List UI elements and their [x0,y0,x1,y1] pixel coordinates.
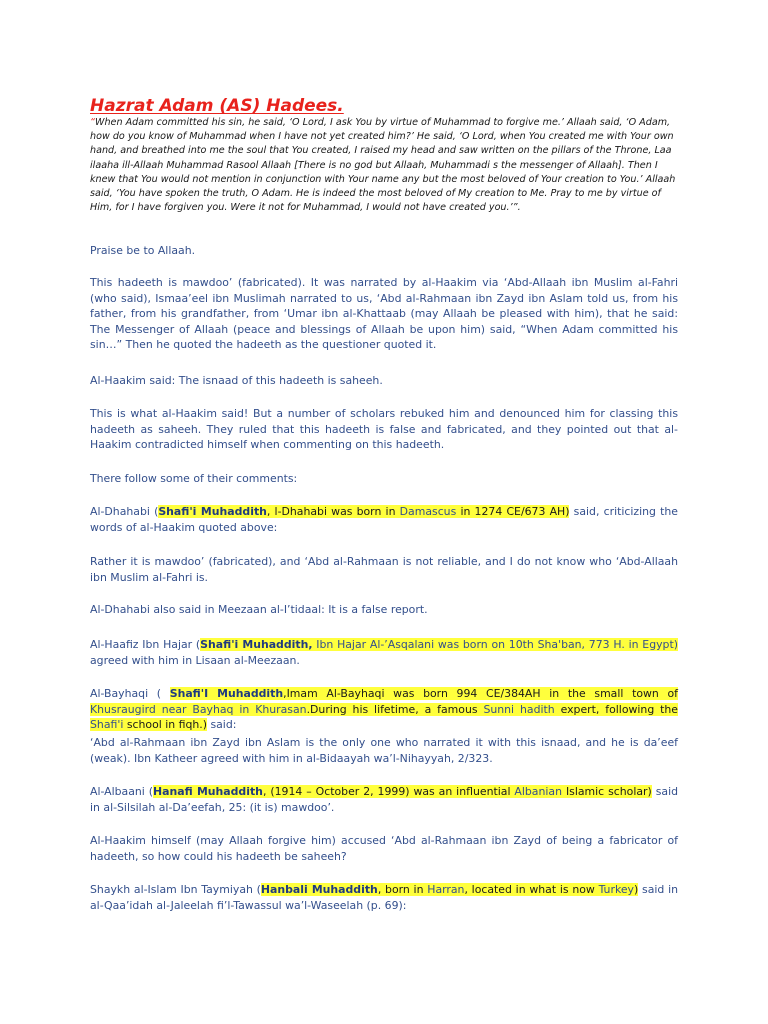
bayhaqi-h5: Sunni hadith [483,702,555,716]
albaani-h3: Islamic scholar) [562,785,652,798]
hajar-school: Shafi'i Muhaddith, [200,638,313,651]
quote-mark: “ [90,117,95,128]
dhahabi-pre: Al-Dhahabi ( [90,505,159,518]
document-title: Hazrat Adam (AS) Hadees. [90,96,344,116]
bayhaqi-h7: Shafi'i [90,718,124,732]
bayhaqi-h1: ,Imam Al-Bayhaqi was born 994 CE/384AH in the small town of [283,687,678,700]
dhahabi-school: Shafi'i Muhaddith [158,505,267,518]
paragraph-praise: Praise be to Allaah. [90,244,196,257]
taymiyah-h5: ) [634,883,639,896]
albaani-highlight [153,785,652,798]
hajar-pre: Al-Haafiz Ibn Hajar ( [90,638,201,651]
taymiyah-highlight [261,883,638,896]
hadith-quote [90,116,678,215]
taymiyah-h4: Turkey [598,883,635,896]
taymiyah-pre: Shaykh al-Islam Ibn Taymiyah ( [90,883,261,896]
albaani-school: Hanafi Muhaddith [153,785,263,798]
paragraph-hajar [90,637,678,668]
paragraph-mawdoo: This hadeeth is mawdoo’ (fabricated). It was narrated by al-Haakim via ‘Abd-Allaah ibn Muslim al-Fahri (who said), Ismaa’eel ibn Muslimah narrated to us, ‘Abd al-Rahmaan ibn Zayd ibn Aslam told us, from his father, from his grandfather, from ‘Umar ibn al-Khattaab (may Allaah be pleased with him), that he said: The Messenger of Allaah (peace and blessings of Allaah be upon him) said, “When Adam committed his sin…” Then he quoted the hadeeth as the questioner quoted it. [90,276,678,352]
taymiyah-h3: , located in what is now [464,883,599,896]
paragraph-rebuked: This is what al-Haakim said! But a number of scholars rebuked him and denounced him for classing this hadeeth as saheeh. They ruled that this hadeeth is false and fabricated, and they pointed out that al-Haakim contradicted himself when commenting on this hadeeth. [90,407,678,452]
albaani-pre: Al-Albaani ( [90,785,154,798]
bayhaqi-h6: expert, following the [554,702,679,716]
bayhaqi-pre: Al-Bayhaqi ( [90,687,170,700]
dhahabi-highlight [158,505,569,518]
bayhaqi-h3: Khurasan [255,702,307,716]
bayhaqi-post: said: [207,718,237,732]
paragraph-bayhaqi [90,686,678,733]
albaani-post: said in al-Silsilah al-Da’eefah, 25: (it is) mawdoo’. [90,785,679,814]
paragraph-albaani [90,784,678,815]
paragraph-daeef: ‘Abd al-Rahmaan ibn Zayd ibn Aslam is the only one who narrated it with this isnaad, and he is da’eef (weak). Ibn Katheer agreed with him in al-Bidaayah wa’l-Nihayyah, 2/323. [90,736,678,765]
dhahabi-h2: Damascus [399,505,457,518]
paragraph-meezaan: Al-Dhahabi also said in Meezaan al-I’tidaal: It is a false report. [90,603,428,616]
bayhaqi-h2: Khusraugird near Bayhaq in [90,702,256,716]
hajar-h1: Ibn Hajar Al-’Asqalani was born on 10th Sha'ban, 773 H. in Egypt) [312,638,678,651]
bayhaqi-h4: .During his lifetime, a famous [306,702,484,716]
albaani-h1: , (1914 – October 2, 1999) was an influential [262,785,515,798]
dhahabi-h1: , l-Dhahabi was born in [266,505,400,518]
paragraph-dhahabi [90,504,678,535]
taymiyah-h2: Harran [427,883,465,896]
dhahabi-h3: in 1274 CE/673 AH) [456,505,570,518]
taymiyah-h1: , born in [377,883,428,896]
bayhaqi-school: Shafi'I Muhaddith [169,687,284,700]
paragraph-rather: Rather it is mawdoo’ (fabricated), and ‘Abd al-Rahmaan is not reliable, and I do not know who ‘Abd-Allaah ibn Muslim al-Fahri is. [90,555,678,584]
dhahabi-post: said, criticizing the words of al-Haakim quoted above: [90,505,679,534]
bayhaqi-h8: school in fiqh.) [123,718,207,732]
paragraph-follow: There follow some of their comments: [90,472,298,485]
taymiyah-school: Hanbali Muhaddith [260,883,378,896]
hajar-post: agreed with him in Lisaan al-Meezaan. [90,653,300,667]
taymiyah-post: said in al-Qaa’idah al-Jaleelah fi’l-Tawassul wa’l-Waseelah (p. 69): [90,883,678,912]
paragraph-accused: Al-Haakim himself (may Allaah forgive him) accused ‘Abd al-Rahmaan ibn Zayd of being a fabricator of hadeeth, so how could his hadeeth be saheeh? [90,834,678,863]
bayhaqi-highlight [90,687,678,731]
hajar-highlight [200,638,678,651]
hadith-quote-text: When Adam committed his sin, he said, ‘O Lord, I ask You by virtue of Muhammad to forgive me.’ Allaah said, ‘O Adam, how do you know of Muhammad when I have not yet created him?’ He said, ‘O Lord, when You created me with Your own hand, and breathed into me the soul that You created, I raised my head and saw written on the pillars of the Throne, Laa ilaaha ill-Allaah Muhammad Rasool Allaah [There is no god but Allaah, Muhammadi s the messenger of Allaah]. Then I knew that You would not mention in conjunction with Your name any but the most beloved of Your creation to You.’ Allaah said, ‘You have spoken the truth, O Adam. He is indeed the most beloved of My creation to Me. Pray to me by virtue of Him, for I have forgiven you. Were it not for Muhammad, I would not have created you.’”. [90,117,676,214]
albaani-h2: Albanian [514,785,562,798]
paragraph-haakim-said: Al-Haakim said: The isnaad of this hadeeth is saheeh. [90,374,383,387]
paragraph-taymiyah [90,882,678,913]
